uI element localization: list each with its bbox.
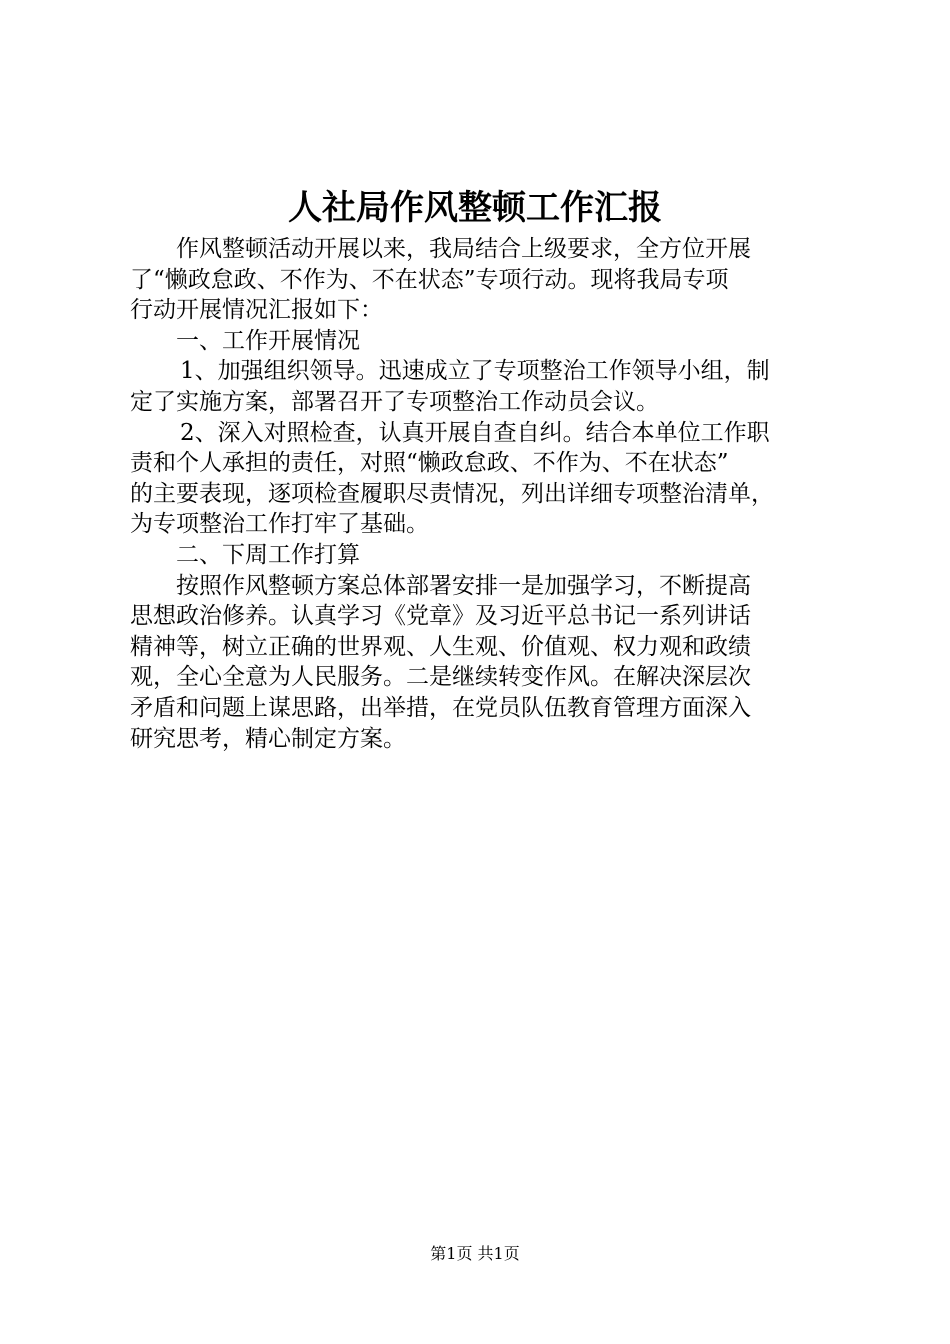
paragraph-line: 作风整顿活动开展以来，我局结合上级要求，全方位开展 [176,236,751,262]
paragraph-line: 按照作风整顿方案总体部署安排一是加强学习，不断提高 [176,572,751,599]
paragraph-line: 研究思考，精心制定方案。 [130,725,406,752]
page-number-footer: 第1页 共1页 [430,1244,520,1263]
paragraph-line: 思想政治修养。认真学习《党章》及习近平总书记一系列讲话 [130,603,751,630]
document-body [130,234,835,754]
document-title: 人社局作风整顿工作汇报 [288,188,662,228]
paragraph-line: 精神等，树立正确的世界观、人生观、价值观、权力观和政绩 [130,633,751,660]
paragraph-line: 责和个人承担的责任，对照“懒政怠政、不作为、不在状态” [130,450,729,477]
paragraph-line: 矛盾和问题上谋思路，出举措，在党员队伍教育管理方面深入 [130,694,751,721]
section-heading: 二、下周工作打算 [176,541,360,568]
paragraph-line: 为专项整治工作打牢了基础。 [130,511,429,538]
paragraph-line: 观，全心全意为人民服务。二是继续转变作风。在解决深层次 [130,664,751,691]
paragraph-line: 行动开展情况汇报如下： [130,297,383,324]
paragraph-line: 定了实施方案，部署召开了专项整治工作动员会议。 [130,388,659,415]
paragraph-line: 的主要表现，逐项检查履职尽责情况，列出详细专项整治清单， [130,480,774,507]
paragraph-line: 2、深入对照检查，认真开展自查自纠。结合本单位工作职 [180,419,770,446]
paragraph-line: 1、加强组织领导。迅速成立了专项整治工作领导小组，制 [180,358,770,385]
paragraph-line: 了“懒政怠政、不作为、不在状态”专项行动。现将我局专项 [130,266,729,293]
section-heading: 一、工作开展情况 [176,327,360,354]
